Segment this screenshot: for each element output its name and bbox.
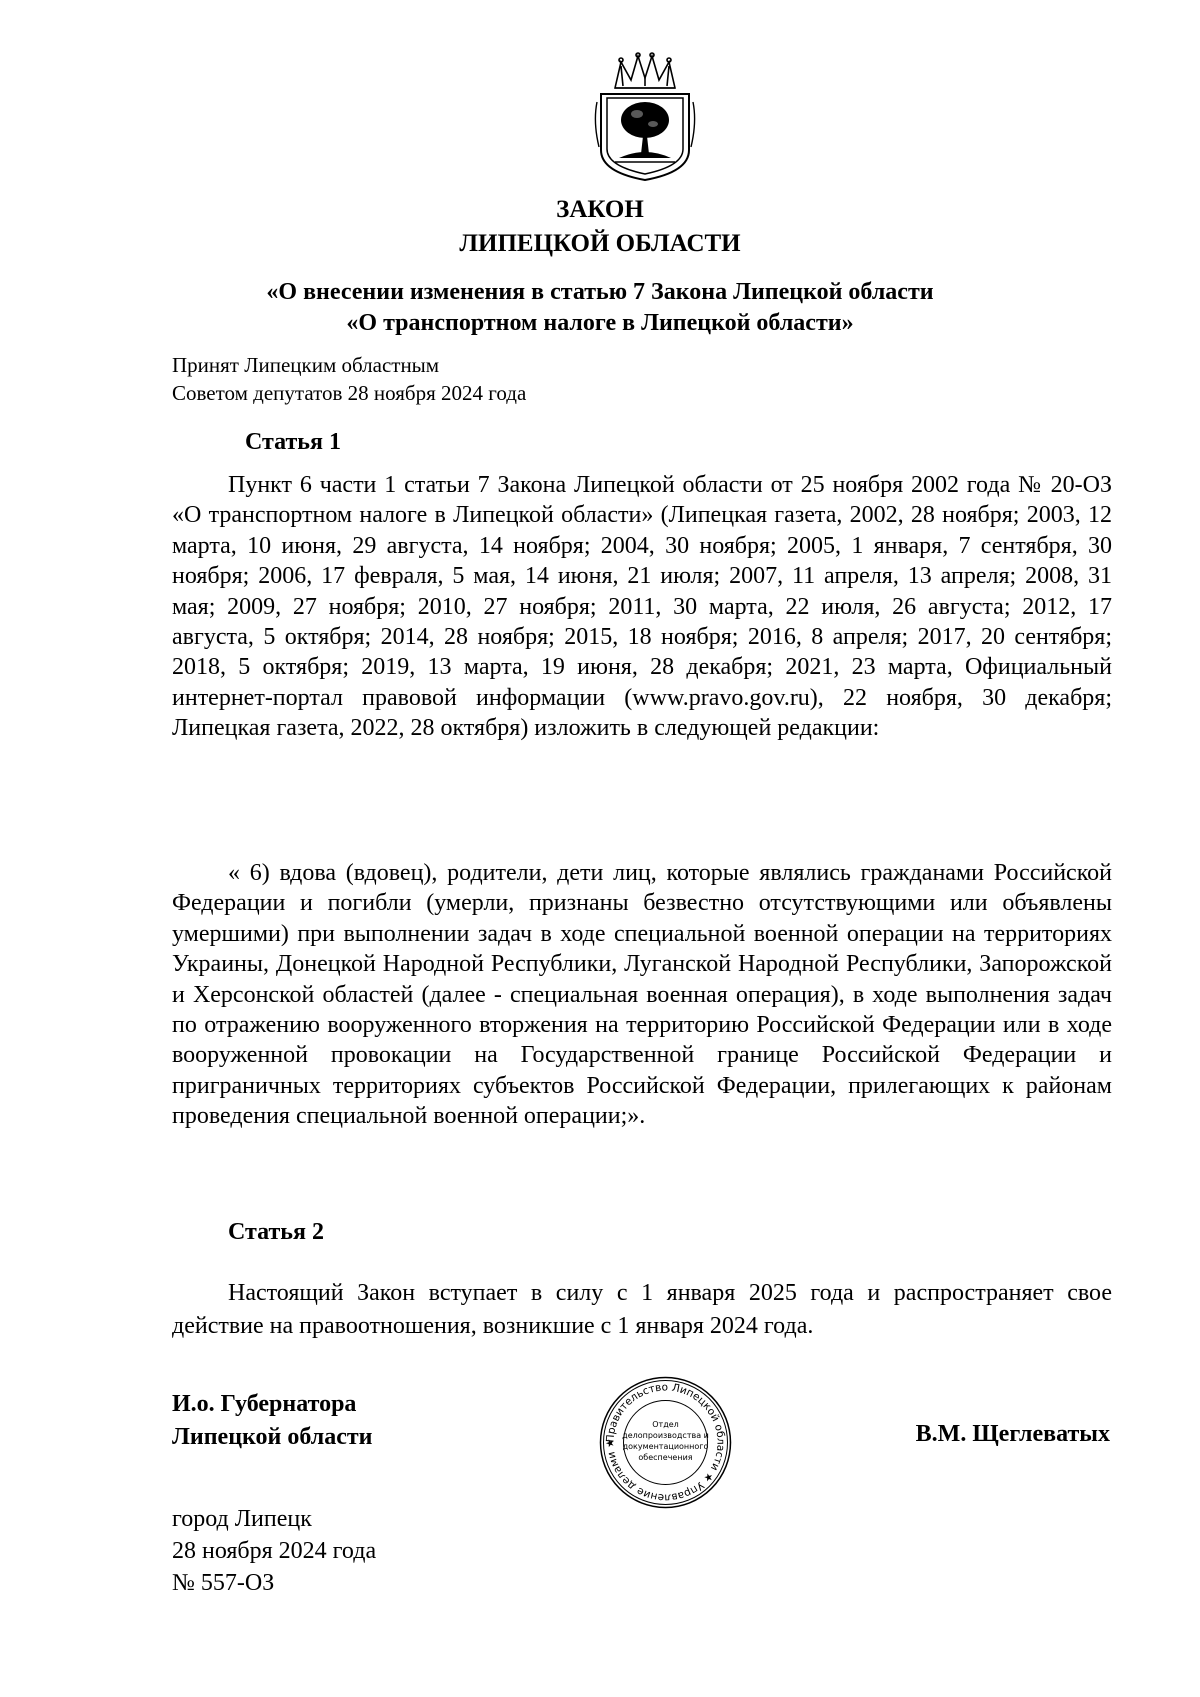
adoption-note bbox=[172, 351, 526, 407]
stamp-center-line3: документационного bbox=[622, 1442, 709, 1451]
law-title bbox=[0, 193, 1200, 261]
law-title-line1: ЗАКОН bbox=[556, 196, 644, 223]
adoption-line1: Принят Липецким областным bbox=[172, 353, 440, 377]
signatory-title-line1: И.о. Губернатора bbox=[172, 1391, 357, 1417]
official-stamp bbox=[598, 1375, 733, 1510]
stamp-ring-text: Правительство Липецкой области ★ Управление делами ★ bbox=[604, 1381, 727, 1504]
article-1-heading: Статья 1 bbox=[245, 429, 341, 455]
law-subject-line1: «О внесении изменения в статью 7 Закона Липецкой области bbox=[266, 279, 934, 305]
stamp-center-line4: обеспечения bbox=[638, 1453, 693, 1462]
article-1-paragraph: Пункт 6 части 1 статьи 7 Закона Липецкой области от 25 ноября 2002 года № 20-ОЗ «О транспортном налоге в Липецкой области» (Липецкая газета, 2002, 28 ноября; 2003, 12 марта, 10 июня, 29 августа, 14 ноября; 2004, 30 ноября; 2005, 1 января, 7 сентября, 30 ноября; 2006, 17 февраля, 5 мая, 14 июня, 21 июля; 2007, 11 апреля, 13 апреля; 2008, 31 мая; 2009, 27 ноября; 2010, 27 ноября; 2011, 30 марта, 22 июля, 26 августа; 2012, 17 августа, 5 октября; 2014, 28 ноября; 2015, 18 ноября; 2016, 8 апреля; 2017, 20 сентября; 2018, 5 октября; 2019, 13 марта, 19 июня, 28 декабря; 2021, 23 марта, Официальный интернет-портал правовой информации (www.pravo.gov.ru), 22 ноября, 30 декабря; Липецкая газета, 2022, 28 октября) изложить в следующей редакции: bbox=[172, 472, 1112, 742]
document-footer bbox=[172, 1503, 376, 1599]
law-subject-line2: «О транспортном налоге в Липецкой области» bbox=[346, 310, 854, 336]
adoption-line2: Советом депутатов 28 ноября 2024 года bbox=[172, 381, 527, 405]
article-2-paragraph: Настоящий Закон вступает в силу с 1 января 2025 года и распространяет свое действие на правоотношения, возникшие с 1 января 2024 года. bbox=[172, 1280, 1112, 1339]
stamp-center-line2: делопроизводства и bbox=[622, 1431, 709, 1440]
footer-number: № 557-ОЗ bbox=[172, 1570, 275, 1596]
article-1-amendment-text: « 6) вдова (вдовец), родители, дети лиц, которые являлись гражданами Российской Федерации и погибли (умерли, признаны безвестно отсутствующими или объявлены умершими) при выполнении задач в ходе специальной военной операции на территориях Украины, Донецкой Народной Республики, Луганской Народной Республики, Запорожской и Херсонской областей (далее - специальная военная операция), в ходе выполнения задач по отражению вооруженного вторжения на территорию Российской Федерации или в ходе вооруженной провокации на Государственной границе Российской Федерации и приграничных территориях субъектов Российской Федерации, прилегающих к районам проведения специальной военной операции;». bbox=[172, 860, 1112, 1130]
stamp-center-line1: Отдел bbox=[652, 1420, 679, 1429]
signatory-title-line2: Липецкой области bbox=[172, 1424, 373, 1450]
law-title-line2: ЛИПЕЦКОЙ ОБЛАСТИ bbox=[459, 230, 741, 257]
footer-date: 28 ноября 2024 года bbox=[172, 1538, 377, 1564]
footer-city: город Липецк bbox=[172, 1506, 312, 1532]
signatory-title bbox=[172, 1388, 373, 1454]
law-subject bbox=[0, 277, 1200, 339]
signatory-name: В.М. Щеглеватых bbox=[915, 1421, 1110, 1447]
article-2-heading: Статья 2 bbox=[228, 1219, 324, 1245]
coat-of-arms-emblem bbox=[593, 52, 698, 182]
